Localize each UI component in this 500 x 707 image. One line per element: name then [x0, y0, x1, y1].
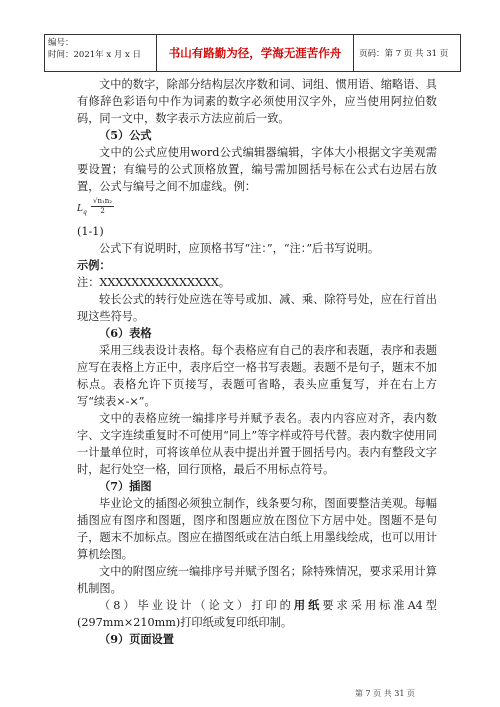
document-body — [77, 76, 437, 648]
header-page-info: 页码：第 7 页 共 31 页 — [359, 49, 449, 59]
heading-page-setup: （9）页面设置 — [99, 632, 174, 646]
paragraph-note-rule: 公式下有说明时，应顶格书写“注：”，“注：”后书写说明。 — [99, 242, 380, 255]
paper-text-c: 要求采用标准A4型(297mm×210mm)打印纸或复印纸印制。 — [77, 599, 437, 629]
example-text: 注：XXXXXXXXXXXXXXX。 — [77, 276, 231, 289]
paragraph-figure-numbering: 文中的附图应统一编排序号并赋予图名；除特殊情况，要求采用计算机制图。 — [77, 565, 437, 595]
formula-fraction — [91, 197, 114, 216]
time-label: 时间：2021年 x 月 x 日 — [48, 50, 142, 60]
paragraph-paper — [77, 597, 437, 631]
formula-number: (1-1) — [77, 225, 104, 238]
formula-example — [77, 195, 437, 223]
header-meta — [45, 35, 157, 71]
paragraph-formula-editor: 文中的公式应使用word公式编辑器编辑，字体大小根据文字美观需要设置；有编号的公式顶格放置，编号需加圆括号标在公式右边居右放置，公式与编号之间不加虚线。例： — [77, 146, 437, 193]
heading-formula: （5）公式 — [99, 128, 152, 142]
code-label: 编号： — [48, 38, 74, 48]
formula-denominator: 2 — [100, 207, 105, 215]
heading-figure: （7）插图 — [99, 479, 152, 493]
paragraph-three-line-table: 采用三线表设计表格。每个表格应有自己的表序和表题，表序和表题应写在表格上方正中，表序后空一格书写表题。表题不是句子，题末不加标点。表格允许下页接写，表题可省略，表头应重复写，并在右上方写“续表×-×”。 — [77, 344, 437, 408]
formula-numerator: √n₁n₂ — [93, 197, 113, 205]
paper-text-b: 用纸 — [293, 598, 323, 612]
page-footer: 第 7 页 共 31 页 — [355, 689, 415, 698]
paragraph-long-formula: 较长公式的转行处应选在等号或加、减、乘、除符号处，应在行首出现这些符号。 — [77, 293, 437, 323]
heading-table: （6）表格 — [99, 326, 152, 340]
example-label: 示例： — [77, 258, 111, 272]
formula-lhs: $L_q$ — [77, 204, 87, 216]
paragraph-table-numbering: 文中的表格应统一编排序号并赋予表名。表内内容应对齐，表内数字、文字连续重复时不可使用“同上”等字样或符号代替。表内数字使用同一计量单位时，可将该单位从表中提出并置于圆括号内。表内有整段文字时，起行处空一格，回行顶格，最后不用标点符号。 — [77, 412, 437, 476]
paper-text-a: （8）毕业设计（论文）打印的 — [99, 599, 294, 612]
header-slogan: 书山有路勤为径，学海无涯苦作舟 — [157, 35, 354, 71]
paragraph-numbers: 文中的数字，除部分结构层次序数和词、词组、惯用语、缩略语、具有修辞色彩语句中作为词素的数字必须使用汉字外，应当使用阿拉伯数码，同一文中，数字表示方法应前后一致。 — [77, 78, 437, 125]
paragraph-figure-drawing: 毕业论文的插图必须独立制作，线条要匀称，图面要整洁美观。每幅插图应有图序和图题，图序和图题应放在图位下方居中处。图题不是句子，题末不加标点。图应在描图纸或在洁白纸上用墨线绘成，也可以用计算机绘图。 — [77, 497, 437, 561]
page-header — [44, 34, 461, 72]
